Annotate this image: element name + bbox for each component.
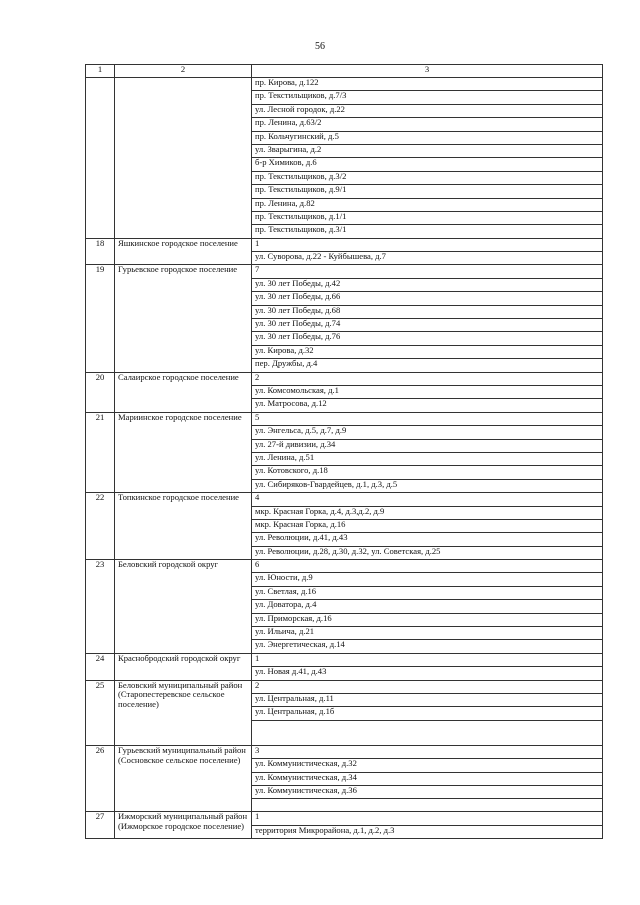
address-cell bbox=[252, 653, 603, 680]
address-line: мкр. Красная Горка, д.4, д.3,д.2, д.9 bbox=[252, 507, 602, 520]
page-number: 56 bbox=[315, 41, 325, 52]
address-line: ул. Котовского, д.18 bbox=[252, 466, 602, 479]
row-number: 20 bbox=[86, 372, 115, 412]
address-cell bbox=[252, 812, 603, 839]
objects-count: 3 bbox=[252, 746, 602, 759]
objects-count: 2 bbox=[252, 681, 602, 694]
row-number: 27 bbox=[86, 812, 115, 839]
address-line: ул. Революции, д.41, д.43 bbox=[252, 533, 602, 546]
row-number: 19 bbox=[86, 265, 115, 372]
address-line: пр. Кольчугинский, д.5 bbox=[252, 132, 602, 145]
address-cell bbox=[252, 493, 603, 560]
address-line: ул. Кирова, д.32 bbox=[252, 346, 602, 359]
address-line: пр. Текстильщиков, д.3/1 bbox=[255, 225, 347, 235]
row-number: 23 bbox=[86, 560, 115, 654]
settlement-name: Гурьевский муниципальный район (Сосновское сельское поселение) bbox=[115, 745, 252, 812]
table-row bbox=[86, 238, 603, 265]
table-row bbox=[86, 812, 603, 839]
address-line: ул. 30 лет Победы, д.76 bbox=[252, 332, 602, 345]
header-col-3: 3 bbox=[252, 65, 603, 78]
address-line: ул. Новая д.41, д.43 bbox=[255, 667, 327, 677]
settlement-name: Ижморский муниципальный район (Ижморское городское поселение) bbox=[115, 812, 252, 839]
address-line: ул. Светлая, д.16 bbox=[252, 587, 602, 600]
settlement-name: Яшкинское городское поселение bbox=[115, 238, 252, 265]
address-line: б-р Химиков, д.6 bbox=[252, 158, 602, 171]
objects-count: 7 bbox=[252, 265, 602, 278]
settlement-name: Мариинское городское поселение bbox=[115, 412, 252, 492]
address-line: ул. Ильича, д.21 bbox=[252, 627, 602, 640]
address-line: ул. 30 лет Победы, д.68 bbox=[252, 306, 602, 319]
addresses-table bbox=[85, 64, 603, 839]
address-cell bbox=[252, 265, 603, 372]
address-line: ул. Коммунистическая, д.36 bbox=[252, 786, 602, 799]
row-spacer bbox=[255, 721, 599, 745]
objects-count: 6 bbox=[252, 560, 602, 573]
address-line: пр. Текстильщиков, д.7/3 bbox=[252, 91, 602, 104]
address-line: ул. 30 лет Победы, д.42 bbox=[252, 279, 602, 292]
address-cell bbox=[252, 238, 603, 265]
settlement-name: Беловский муниципальный район (Старопестеревское сельское поселение) bbox=[115, 680, 252, 745]
address-line: ул. Ленина, д.51 bbox=[252, 453, 602, 466]
row-number: 24 bbox=[86, 653, 115, 680]
objects-count: 4 bbox=[252, 493, 602, 506]
address-cell bbox=[252, 680, 603, 745]
address-cell bbox=[252, 745, 603, 812]
address-line: ул. Энгельса, д.5, д.7, д.9 bbox=[252, 426, 602, 439]
address-line: ул. Юности, д.9 bbox=[252, 573, 602, 586]
address-line: пр. Текстильщиков, д.9/1 bbox=[252, 185, 602, 198]
address-line: пр. Текстильщиков, д.1/1 bbox=[252, 212, 602, 225]
objects-count: 1 bbox=[252, 239, 602, 252]
table-row bbox=[86, 680, 603, 745]
address-line: ул. Суворова, д.22 - Куйбышева, д.7 bbox=[255, 252, 386, 262]
address-line: ул. Коммунистическая, д.32 bbox=[252, 759, 602, 772]
address-line: ул. Зварыгина, д.2 bbox=[252, 145, 602, 158]
settlement-name: Топкинское городское поселение bbox=[115, 493, 252, 560]
header-col-1: 1 bbox=[86, 65, 115, 78]
table-row bbox=[86, 372, 603, 412]
address-line: пр. Текстильщиков, д.3/2 bbox=[252, 172, 602, 185]
table-row bbox=[86, 493, 603, 560]
settlement-name: Гурьевское городское поселение bbox=[115, 265, 252, 372]
address-line: территория Микрорайона, д.1, д.2, д.3 bbox=[255, 825, 395, 835]
header-row bbox=[86, 65, 603, 78]
address-line: ул. Приморская, д.16 bbox=[252, 614, 602, 627]
objects-count: 1 bbox=[252, 654, 602, 667]
row-number: 25 bbox=[86, 680, 115, 745]
table-row bbox=[86, 78, 603, 239]
address-line: ул. Коммунистическая, д.34 bbox=[252, 773, 602, 786]
row-number: 21 bbox=[86, 412, 115, 492]
address-line: пр. Ленина, д.82 bbox=[252, 199, 602, 212]
address-cell bbox=[252, 372, 603, 412]
table-row bbox=[86, 560, 603, 654]
address-line: ул. Сибиряков-Гвардейцев, д.1, д.3, д.5 bbox=[255, 479, 398, 489]
address-line: пр. Кирова, д.122 bbox=[252, 78, 602, 91]
address-line: ул. 30 лет Победы, д.66 bbox=[252, 292, 602, 305]
address-line: ул. Доватора, д.4 bbox=[252, 600, 602, 613]
address-cell bbox=[252, 412, 603, 492]
table-row bbox=[86, 653, 603, 680]
table-row bbox=[86, 745, 603, 812]
settlement-name: Беловский городской округ bbox=[115, 560, 252, 654]
address-line: ул. Комсомольская, д.1 bbox=[252, 386, 602, 399]
address-line: ул. 27-й дивизии, д.34 bbox=[252, 440, 602, 453]
objects-count: 2 bbox=[252, 373, 602, 386]
objects-count: 1 bbox=[252, 812, 602, 825]
table-row bbox=[86, 412, 603, 492]
row-spacer bbox=[255, 799, 599, 811]
row-number: 18 bbox=[86, 238, 115, 265]
address-line: мкр. Красная Горка, д.16 bbox=[252, 520, 602, 533]
row-number: 26 bbox=[86, 745, 115, 812]
address-line: ул. Центральная, д.1б bbox=[252, 707, 602, 720]
objects-count: 5 bbox=[252, 413, 602, 426]
address-line: ул. Революции, д.28, д.30, д.32, ул. Советская, д.25 bbox=[255, 546, 441, 556]
address-cell bbox=[252, 560, 603, 654]
address-line: пер. Дружбы, д.4 bbox=[255, 359, 318, 369]
row-number: 22 bbox=[86, 493, 115, 560]
address-line: пр. Ленина, д.63/2 bbox=[252, 118, 602, 131]
row-number bbox=[86, 78, 115, 239]
address-line: ул. 30 лет Победы, д.74 bbox=[252, 319, 602, 332]
address-line: ул. Центральная, д.11 bbox=[252, 694, 602, 707]
settlement-name bbox=[115, 78, 252, 239]
settlement-name: Краснобродский городской округ bbox=[115, 653, 252, 680]
address-cell bbox=[252, 78, 603, 239]
address-line: ул. Матросова, д.12 bbox=[255, 399, 327, 409]
address-line: ул. Энергетическая, д.14 bbox=[255, 640, 345, 650]
settlement-name: Салаирское городское поселение bbox=[115, 372, 252, 412]
table-row bbox=[86, 265, 603, 372]
address-line: ул. Лесной городок, д.22 bbox=[252, 105, 602, 118]
header-col-2: 2 bbox=[115, 65, 252, 78]
